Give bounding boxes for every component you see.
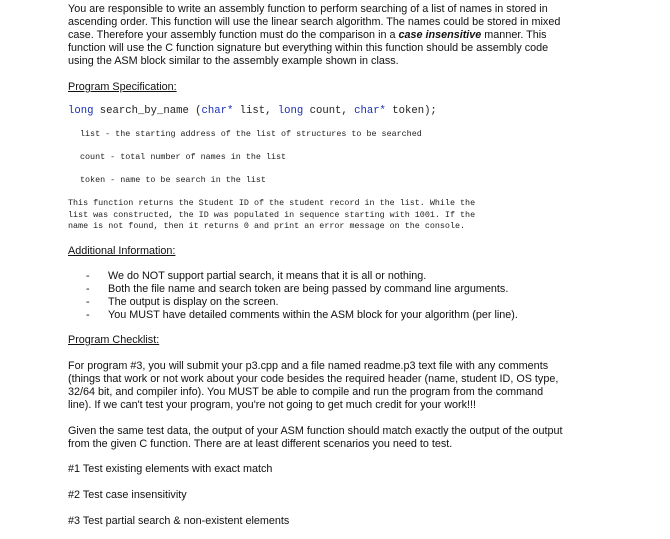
case-insensitive-emphasis: case insensitive xyxy=(398,29,482,41)
additional-item: We do NOT support partial search, it means that it is all or nothing. xyxy=(108,270,427,282)
intro-line-5: using the ASM block similar to the assembly example shown in class. xyxy=(68,55,399,67)
additional-item: Both the file name and search token are being passed by command line arguments. xyxy=(108,283,509,295)
additional-item: You MUST have detailed comments within the ASM block for your algorithm (per line). xyxy=(108,309,518,321)
bullet-marker: - xyxy=(86,283,90,295)
sig-param-count: count, xyxy=(303,105,355,117)
checklist-para2-line-1: Given the same test data, the output of your ASM function should match exactly the output of the output xyxy=(68,425,563,437)
sig-return-type: long xyxy=(68,105,94,117)
function-signature xyxy=(68,105,437,118)
returns-line-1: This function returns the Student ID of the student record in the list. While the xyxy=(68,198,476,208)
checklist-para1-line-1: For program #3, you will submit your p3.cpp and a file named readme.p3 text file with any comments xyxy=(68,360,549,372)
sig-param-type-token: char* xyxy=(354,105,386,117)
intro-line-3-after: manner. This xyxy=(481,29,547,41)
sig-param-type-count: long xyxy=(277,105,304,117)
returns-line-3: name is not found, then it returns 0 and print an error message on the console. xyxy=(68,221,466,231)
sig-param-token: token); xyxy=(385,105,437,117)
checklist-para1-line-2: (things that work or not work about your code besides the required header (name, student ID, OS type, xyxy=(68,373,559,385)
param-list-desc: list - the starting address of the list of structures to be searched xyxy=(80,129,422,139)
checklist-para1-line-3: 32/64 bit, and compiler info). You MUST be able to compile and run the program from the command xyxy=(68,386,544,398)
additional-item: The output is display on the screen. xyxy=(108,296,279,308)
intro-line-1: You are responsible to write an assembly function to perform searching of a list of names in stored in xyxy=(68,3,548,15)
sig-param-type-list: char* xyxy=(201,105,234,117)
checklist-heading: Program Checklist: xyxy=(68,334,160,346)
sig-param-list: list, xyxy=(233,105,278,117)
bullet-marker: - xyxy=(86,309,90,321)
intro-line-4: function will use the C function signature but everything within this function should be assembly code xyxy=(68,42,549,54)
returns-line-2: list was constructed, the ID was populated in sequence starting with 1001. If the xyxy=(68,209,476,220)
bullet-marker: - xyxy=(86,270,90,282)
additional-heading: Additional Information: xyxy=(68,245,176,257)
test-item: #2 Test case insensitivity xyxy=(68,489,187,501)
param-count-desc: count - total number of names in the list xyxy=(80,152,287,162)
test-item: #3 Test partial search & non-existent elements xyxy=(68,515,290,527)
bullet-marker: - xyxy=(86,296,90,308)
intro-line-3-before: case. Therefore your assembly function must do the comparison in a xyxy=(68,29,399,41)
checklist-para1-line-4: line). If we can't test your program, you're not going to get much credit for your work!!! xyxy=(68,399,476,411)
intro-line-3 xyxy=(68,29,547,42)
test-item: #1 Test existing elements with exact match xyxy=(68,463,273,475)
param-token-desc: token - name to be search in the list xyxy=(80,175,266,185)
spec-heading: Program Specification: xyxy=(68,81,177,93)
sig-function-name: search_by_name ( xyxy=(93,105,202,117)
checklist-para2-line-2: from the given C function. There are at least different scenarios you need to test. xyxy=(68,438,453,450)
intro-line-2: ascending order. This function will use the linear search algorithm. The names could be stored in mixed xyxy=(68,16,561,28)
